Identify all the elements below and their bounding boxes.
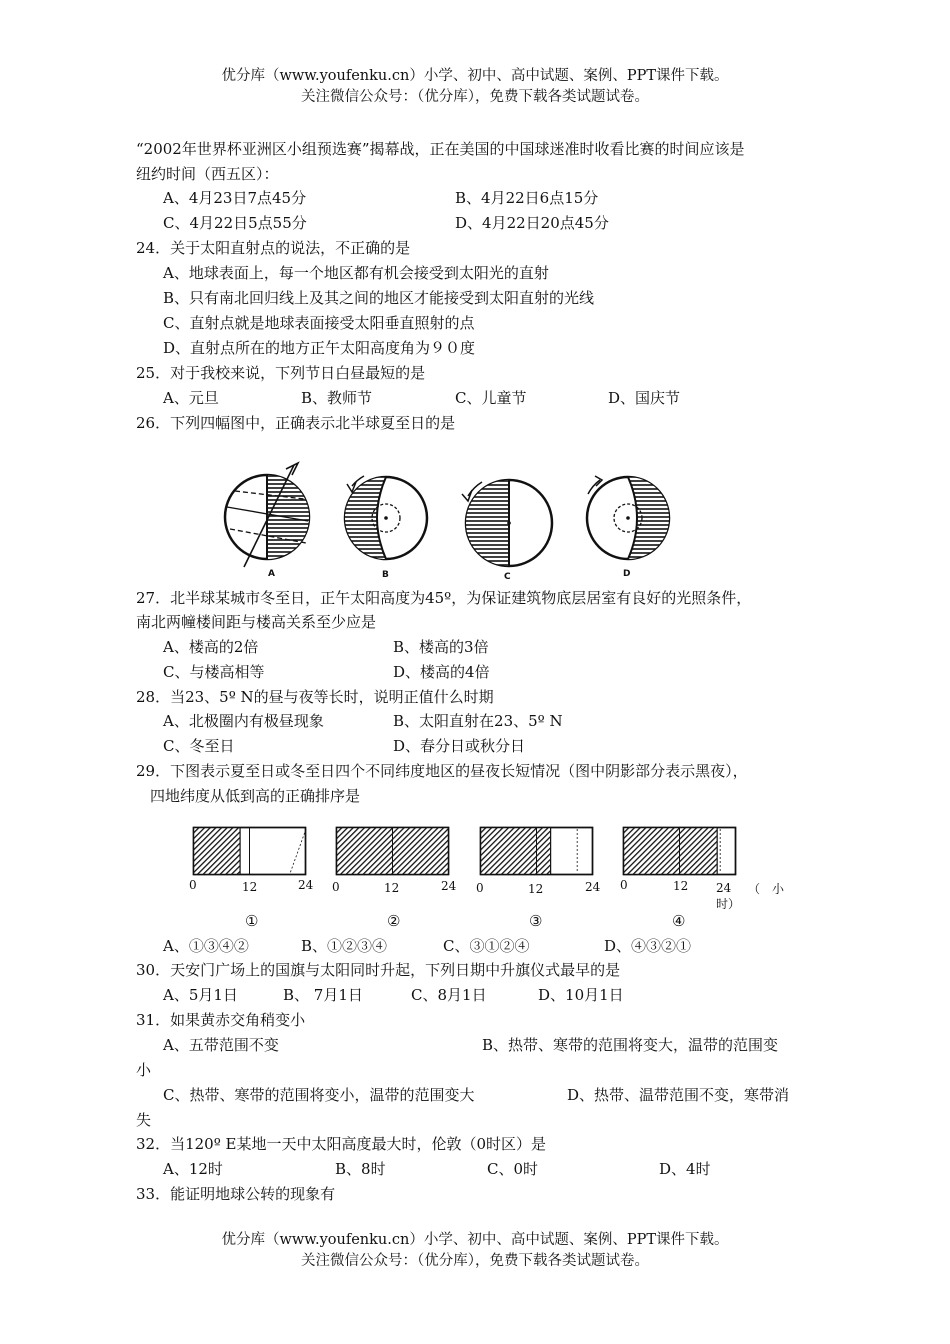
q25-option-d: D、国庆节	[608, 389, 681, 407]
q29-axis-2-end: 24	[441, 879, 457, 893]
q29-option-a: A、①③④②	[163, 937, 249, 955]
q29-number-2: ②	[387, 912, 401, 930]
q29-bar-1	[193, 827, 306, 875]
q26-figure-a	[222, 463, 322, 573]
q32-option-a: A、12时	[163, 1160, 223, 1178]
q29-number-1: ①	[245, 912, 259, 930]
q29-unit-1: （ 小	[748, 882, 785, 896]
q28-option-b: B、太阳直射在23、5º N	[393, 712, 563, 730]
q25-stem: 25．对于我校来说，下列节日白昼最短的是	[136, 364, 426, 382]
q30-option-a: A、5月1日	[163, 986, 238, 1004]
night-segment	[481, 828, 550, 874]
header-line-2: 关注微信公众号：（优分库），免费下载各类试题试卷。	[301, 89, 649, 105]
q23-stem-2: 纽约时间（西五区）：	[136, 165, 279, 183]
q23-option-b: B、4月22日6点15分	[455, 189, 599, 207]
q29-stem-1: 29．下图表示夏至日或冬至日四个不同纬度地区的昼夜长短情况（图中阴影部分表示黑夜），	[136, 762, 748, 780]
q29-option-d: D、④③②①	[604, 937, 692, 955]
q32-option-c: C、0时	[487, 1160, 539, 1178]
q24-option-a: A、地球表面上，每一个地区都有机会接受到太阳光的直射	[163, 264, 549, 282]
night-segment	[194, 828, 240, 874]
q23-option-a: A、4月23日7点45分	[163, 189, 307, 207]
q26-label-c: C	[504, 572, 511, 582]
q29-axis-3-end: 24	[585, 880, 601, 894]
q25-option-b: B、教师节	[301, 389, 373, 407]
q29-option-b: B、①②③④	[301, 937, 388, 955]
q29-option-c: C、③①②④	[443, 937, 530, 955]
q32-option-d: D、4时	[659, 1160, 711, 1178]
q29-stem-2: 四地纬度从低到高的正确排序是	[150, 787, 361, 805]
q23-option-c: C、4月22日5点55分	[163, 214, 307, 232]
q26-label-d: D	[623, 569, 631, 579]
q29-bar-2	[336, 827, 449, 875]
q31-option-d-wrap: 失	[136, 1111, 152, 1129]
q28-option-d: D、春分日或秋分日	[393, 737, 526, 755]
footer-line-1: 优分库（www.youfenku.cn）小学、初中、高中试题、案例、PPT课件下载。	[221, 1232, 729, 1248]
q27-option-a: A、楼高的2倍	[163, 638, 259, 656]
q26-stem: 26．下列四幅图中，正确表示北半球夏至日的是	[136, 414, 456, 432]
q26-figure-c	[454, 468, 554, 578]
header-line-1: 优分库（www.youfenku.cn）小学、初中、高中试题、案例、PPT课件下载。	[221, 68, 729, 84]
q29-axis-4-start: 0	[620, 878, 628, 892]
q31-option-c: C、热带、寒带的范围将变小，温带的范围变大	[163, 1086, 475, 1104]
q26-label-b: B	[382, 570, 389, 580]
q27-stem-2: 南北两幢楼间距与楼高关系至少应是	[136, 613, 377, 631]
q27-option-c: C、与楼高相等	[163, 663, 265, 681]
q29-unit-2: 时）	[716, 897, 741, 911]
q32-stem: 32．当120º E某地一天中太阳高度最大时，伦敦（0时区）是	[136, 1135, 547, 1153]
q28-stem: 28．当23、5º N的昼与夜等长时，说明正值什么时期	[136, 688, 494, 706]
q24-option-c: C、直射点就是地球表面接受太阳垂直照射的点	[163, 314, 475, 332]
q24-option-d: D、直射点所在的地方正午太阳高度角为９０度	[163, 339, 476, 357]
q28-option-c: C、冬至日	[163, 737, 235, 755]
q23-stem-1: “2002年世界杯亚洲区小组预选赛”揭幕战，正在美国的中国球迷准时收看比赛的时间应该是	[136, 140, 745, 158]
q26-label-a: A	[268, 569, 275, 579]
q26-figure-d	[578, 468, 678, 568]
q25-option-c: C、儿童节	[455, 389, 527, 407]
q32-option-b: B、8时	[335, 1160, 386, 1178]
q33-stem: 33．能证明地球公转的现象有	[136, 1185, 336, 1203]
q29-axis-4-mid: 12	[673, 879, 689, 893]
q30-option-c: C、8月1日	[411, 986, 487, 1004]
q30-stem: 30．天安门广场上的国旗与太阳同时升起，下列日期中升旗仪式最早的是	[136, 961, 621, 979]
q29-axis-4-end: 24	[716, 881, 732, 895]
q29-axis-3-start: 0	[476, 881, 484, 895]
q29-number-3: ③	[529, 912, 543, 930]
q30-option-d: D、10月1日	[538, 986, 624, 1004]
q29-bar-4	[623, 827, 736, 875]
q26-figure-b	[338, 468, 438, 568]
q25-option-a: A、元旦	[163, 389, 219, 407]
q29-bar-3	[480, 827, 593, 875]
q31-option-d: D、热带、温带范围不变，寒带消	[567, 1086, 790, 1104]
q29-axis-2-start: 0	[332, 880, 340, 894]
q31-stem: 31．如果黄赤交角稍变小	[136, 1011, 306, 1029]
q29-axis-3-mid: 12	[528, 882, 544, 896]
q24-stem: 24．关于太阳直射点的说法，不正确的是	[136, 239, 411, 257]
q27-stem-1: 27．北半球某城市冬至日，正午太阳高度为45º，为保证建筑物底层居室有良好的光照条件，	[136, 589, 752, 607]
q31-option-b-wrap: 小	[136, 1061, 152, 1079]
q23-option-d: D、4月22日20点45分	[455, 214, 609, 232]
q27-option-d: D、楼高的4倍	[393, 663, 490, 681]
q31-option-b: B、热带、寒带的范围将变大，温带的范围变	[482, 1036, 779, 1054]
q29-axis-1-mid: 12	[242, 880, 258, 894]
q29-axis-2-mid: 12	[384, 881, 400, 895]
q27-option-b: B、楼高的3倍	[393, 638, 489, 656]
q30-option-b: B、 7月1日	[283, 986, 363, 1004]
footer-line-2: 关注微信公众号：（优分库），免费下载各类试题试卷。	[301, 1253, 649, 1269]
q31-option-a: A、五带范围不变	[163, 1036, 279, 1054]
q24-option-b: B、只有南北回归线上及其之间的地区才能接受到太阳直射的光线	[163, 289, 595, 307]
night-segment	[624, 828, 717, 874]
q29-number-4: ④	[672, 912, 686, 930]
q29-axis-1-start: 0	[189, 878, 197, 892]
q29-axis-1-end: 24	[298, 878, 314, 892]
q28-option-a: A、北极圈内有极昼现象	[163, 712, 324, 730]
